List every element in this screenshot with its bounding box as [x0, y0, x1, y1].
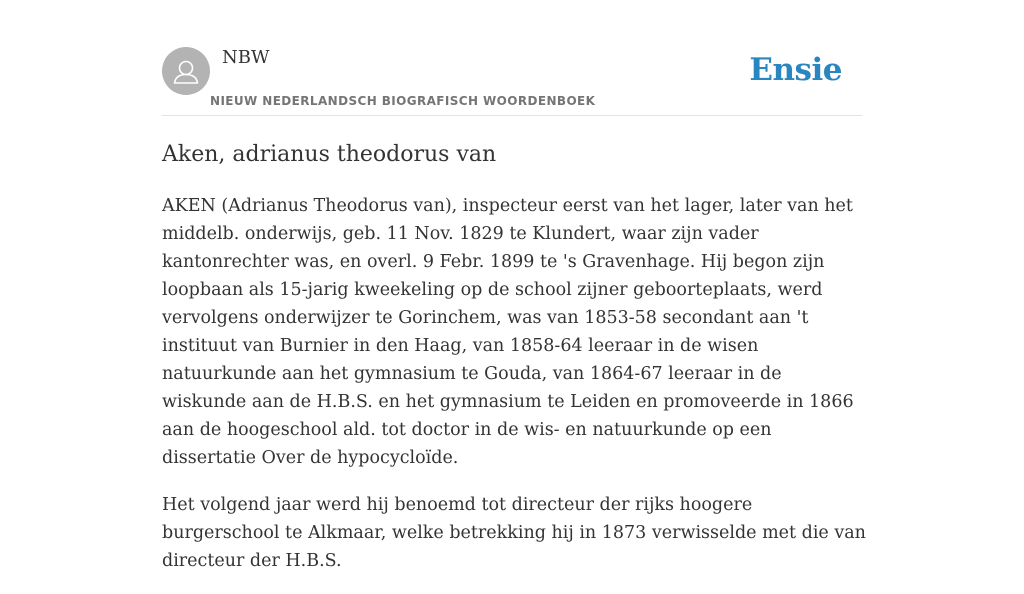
- source-header: [162, 46, 862, 116]
- article-title: Aken, adrianus theodorus van: [162, 142, 497, 167]
- user-icon: [162, 47, 210, 95]
- source-name[interactable]: NBW: [222, 47, 270, 68]
- avatar[interactable]: [162, 47, 210, 95]
- article-paragraph: AKEN (Adrianus Theodorus van), inspecteur eerst van het lager, later van het middelb. onderwijs, geb. 11 Nov. 1829 te Klundert, waar zijn vader kantonrechter was, en overl. 9 Febr. 1899 te 's Gravenhage. Hij begon zijn loopbaan als 15-jarig kweekeling op de school zijner geboorteplaats, werd vervolgens onderwijzer te Gorinchem, was van 1853-58 secondant aan 't instituut van Burnier in den Haag, van 1858-64 leeraar in de wisen natuurkunde aan het gymnasium te Gouda, van 1864-67 leeraar in de wiskunde aan de H.B.S. en het gymnasium te Leiden en promoveerde in 1866 aan de hoogeschool ald. tot doctor in de wis- en natuurkunde op een dissertatie Over de hypocycloïde.: [162, 196, 854, 468]
- source-full-name: NIEUW NEDERLANDSCH BIOGRAFISCH WOORDENBOEK: [210, 94, 596, 108]
- article-paragraph: Het volgend jaar werd hij benoemd tot directeur der rijks hoogere burgerschool te Alkmaar, welke betrekking hij in 1873 verwisselde met die van directeur der H.B.S.: [162, 495, 866, 571]
- article-body: [162, 192, 866, 594]
- brand-logo[interactable]: Ensie: [749, 52, 842, 88]
